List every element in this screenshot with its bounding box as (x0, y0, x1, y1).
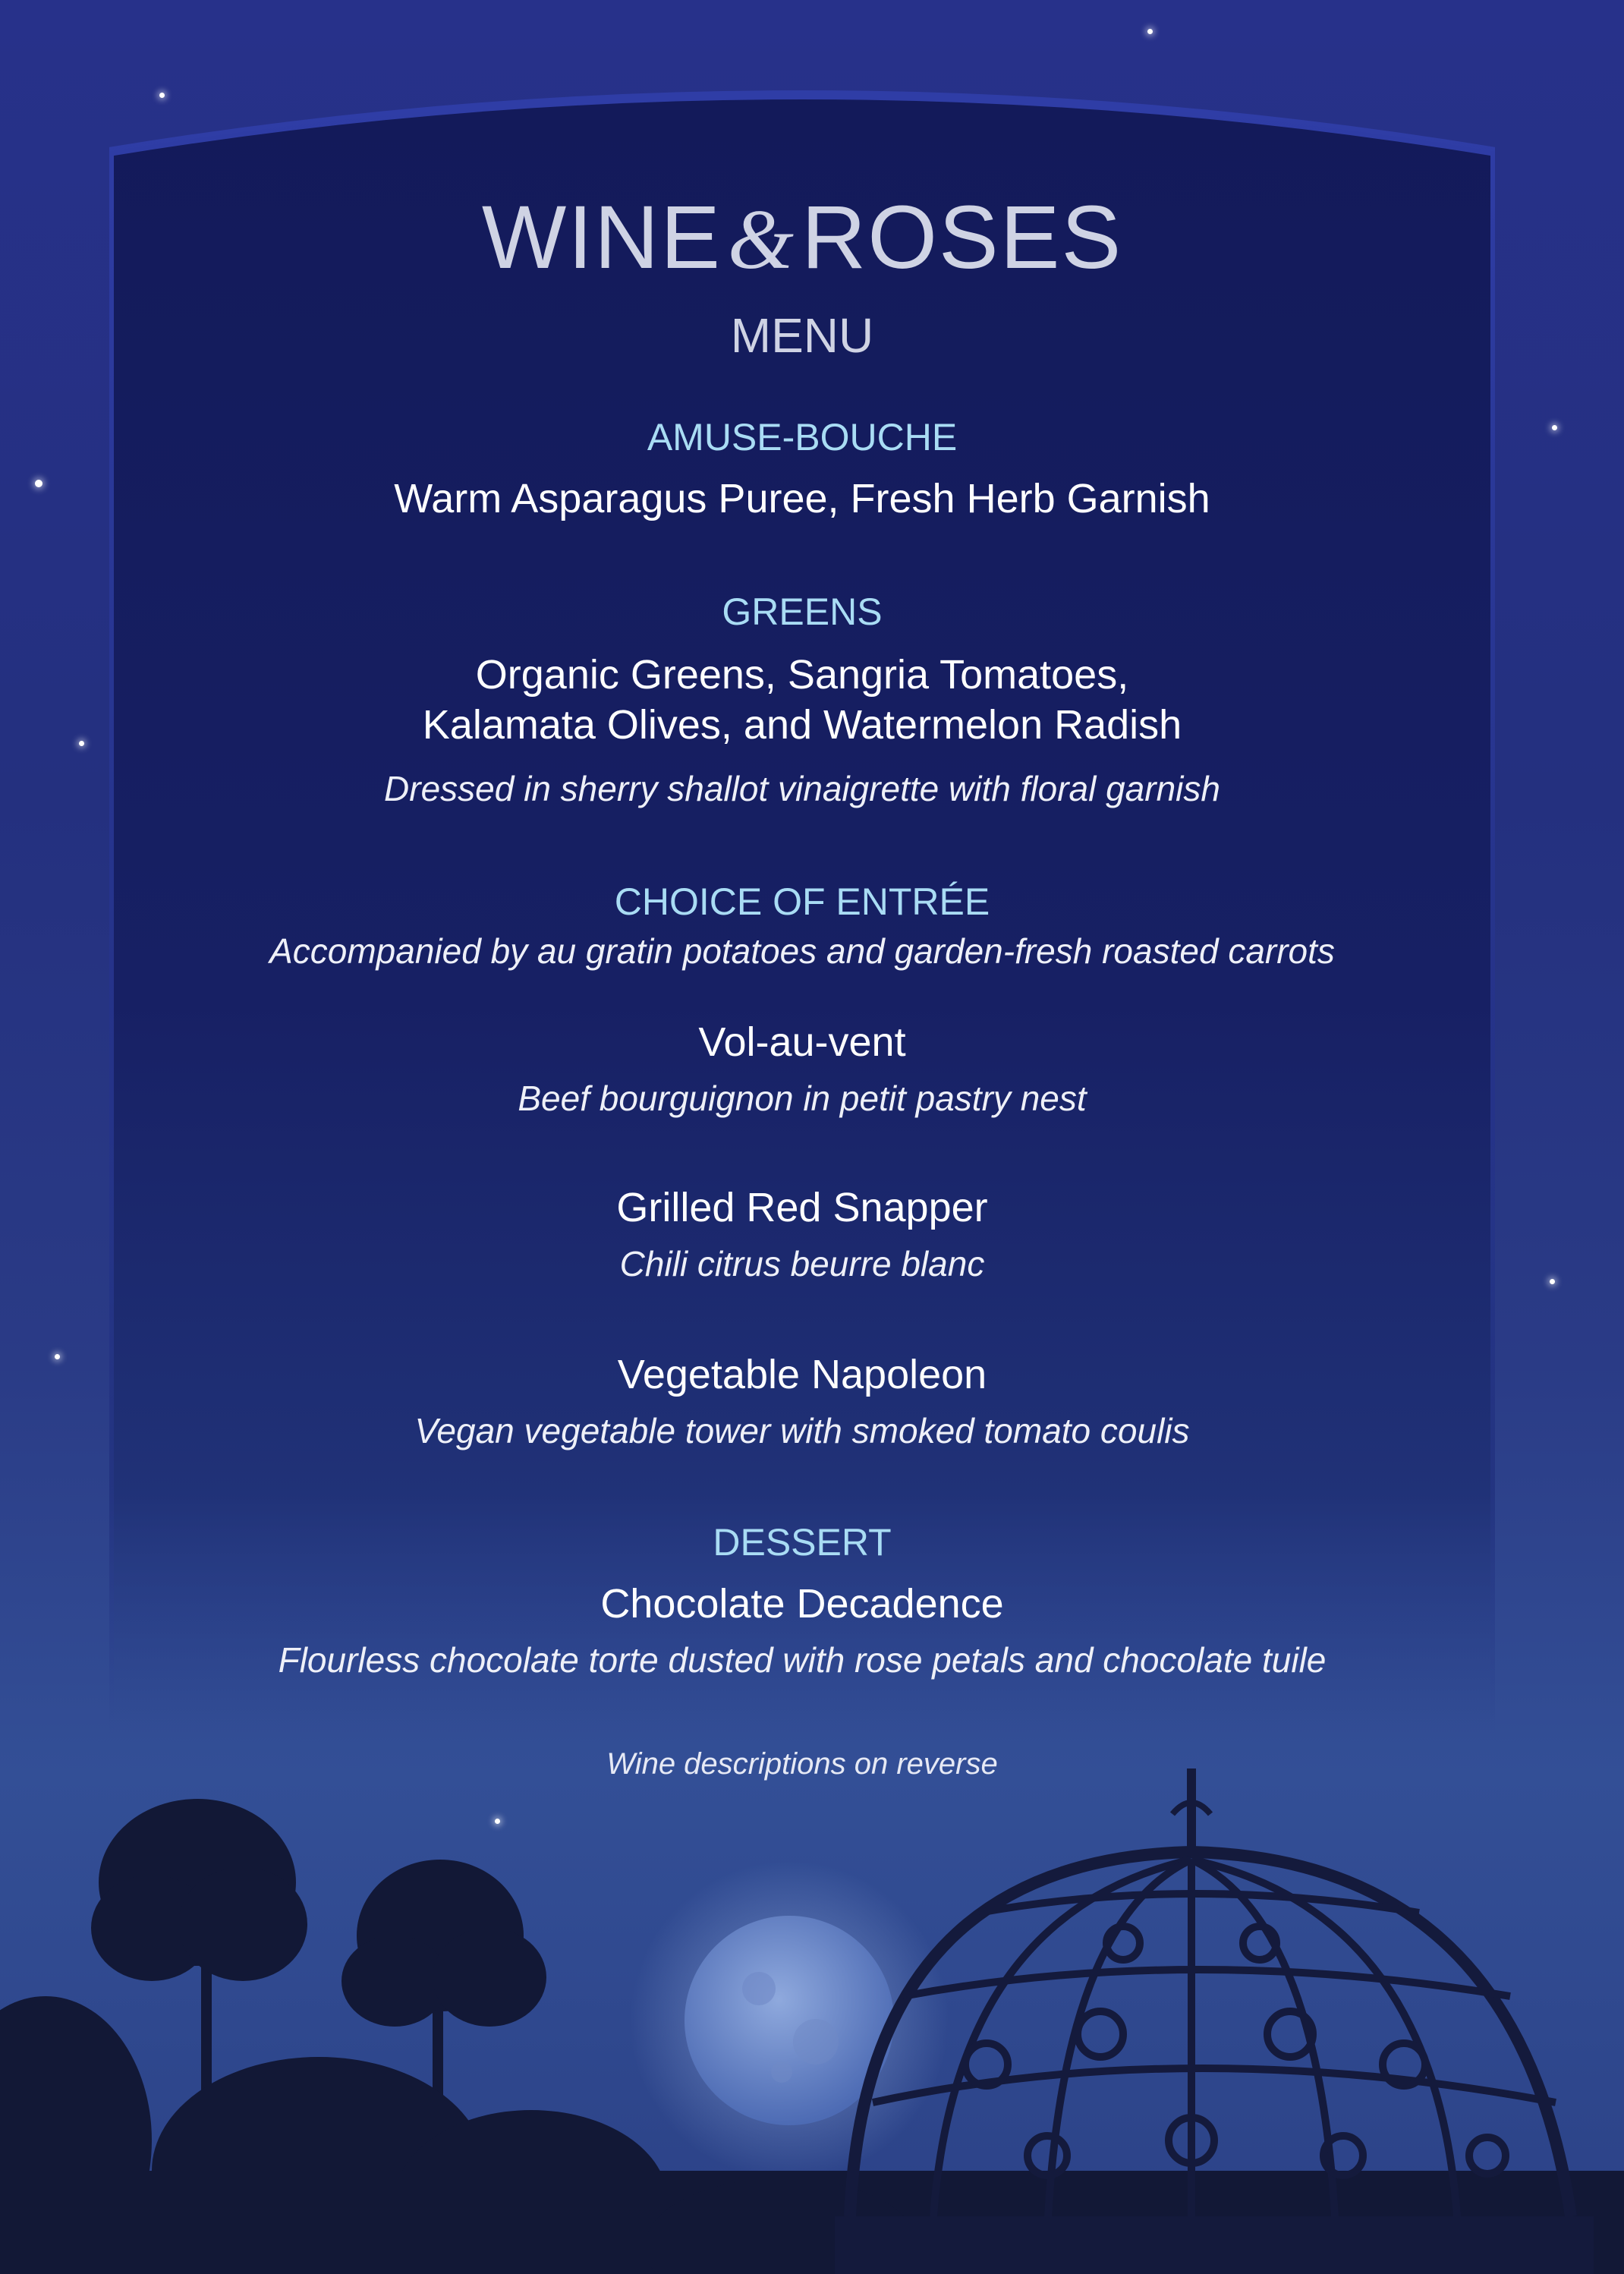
footer-note: Wine descriptions on reverse (606, 1747, 998, 1781)
brand-ampersand: & (727, 193, 796, 287)
entree-item-description: Beef bourguignon in petit pastry nest (518, 1079, 1087, 1118)
star-icon (35, 480, 42, 487)
star-icon (55, 1354, 60, 1359)
entree-item-name: Vegetable Napoleon (617, 1352, 987, 1397)
menu-heading: MENU (730, 308, 874, 363)
section-title-entree: CHOICE OF ENTRÉE (614, 880, 990, 923)
entree-item-name: Vol-au-vent (698, 1019, 906, 1065)
section-title-amuse-bouche: AMUSE-BOUCHE (647, 416, 958, 458)
entree-item-description: Chili citrus beurre blanc (619, 1244, 985, 1283)
brand-title (109, 188, 1495, 289)
night-scenery (0, 1746, 1624, 2274)
star-icon (1552, 425, 1557, 430)
star-icon (79, 741, 84, 746)
entree-item-description: Vegan vegetable tower with smoked tomato coulis (414, 1411, 1190, 1450)
section-title-greens: GREENS (722, 591, 883, 633)
entree-note: Accompanied by au gratin potatoes and garden-fresh roasted carrots (269, 931, 1335, 971)
amuse-bouche-dish: Warm Asparagus Puree, Fresh Herb Garnish (394, 476, 1210, 521)
dessert-dish: Chocolate Decadence (600, 1581, 1004, 1627)
brand-word-roses: ROSES (801, 187, 1123, 288)
greens-dish-line1: Organic Greens, Sangria Tomatoes, (475, 652, 1129, 698)
entree-item-name: Grilled Red Snapper (616, 1185, 988, 1230)
moon-icon (630, 1861, 949, 2180)
star-icon (1147, 29, 1153, 34)
greens-description: Dressed in sherry shallot vinaigrette with floral garnish (384, 769, 1220, 808)
greens-dish-line2: Kalamata Olives, and Watermelon Radish (422, 702, 1182, 748)
star-icon (1550, 1279, 1555, 1284)
dessert-description: Flourless chocolate torte dusted with rose petals and chocolate tuile (278, 1640, 1327, 1680)
section-title-dessert: DESSERT (713, 1521, 892, 1564)
brand-word-wine: WINE (481, 187, 722, 288)
